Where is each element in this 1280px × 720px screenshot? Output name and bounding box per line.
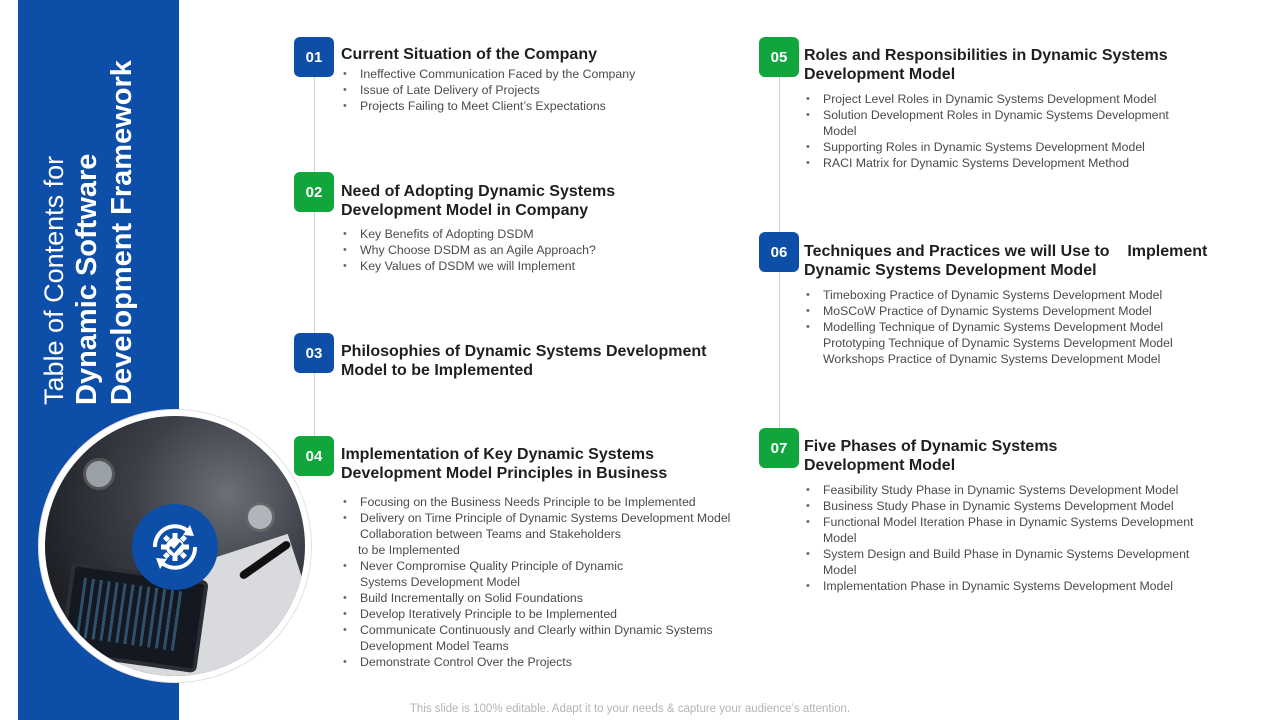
list-item: • Supporting Roles in Dynamic Systems Development Model — [804, 139, 1169, 155]
section-number-07: 07 — [759, 428, 799, 468]
list-item: • Demonstrate Control Over the Projects — [341, 654, 730, 670]
list-item: • Implementation Phase in Dynamic Systems Development Model — [804, 578, 1193, 594]
section-heading-06 — [804, 242, 1207, 280]
section-bullets-05 — [804, 91, 1169, 171]
section-number-04: 04 — [294, 436, 334, 476]
list-item: • Never Compromise Quality Principle of Dynamic — [341, 558, 730, 574]
section-bullets-06 — [804, 287, 1173, 367]
heading-line: Roles and Responsibilities in Dynamic Systems — [804, 47, 1168, 64]
section-bullets-04 — [341, 494, 730, 670]
list-item: • Functional Model Iteration Phase in Dynamic Systems Development — [804, 514, 1193, 530]
list-item: • Business Study Phase in Dynamic Systems Development Model — [804, 498, 1193, 514]
list-item: • Key Values of DSDM we will Implement — [341, 258, 596, 274]
section-number-01: 01 — [294, 37, 334, 77]
list-item: • Communicate Continuously and Clearly within Dynamic Systems — [341, 622, 730, 638]
gear-cycle-icon — [132, 504, 218, 590]
heading-line: Development Model Principles in Business — [341, 465, 668, 482]
timeline-line-left — [314, 60, 315, 472]
list-item: • Feasibility Study Phase in Dynamic Systems Development Model — [804, 482, 1193, 498]
section-number-02: 02 — [294, 172, 334, 212]
list-item: • Solution Development Roles in Dynamic Systems Development — [804, 107, 1169, 123]
heading-line: Development Model — [804, 457, 956, 474]
title-line-3: Development Framework — [105, 60, 138, 405]
heading-line: Need of Adopting Dynamic Systems — [341, 183, 616, 200]
list-item: • MoSCoW Practice of Dynamic Systems Development Model — [804, 303, 1173, 319]
heading-line: Model to be Implemented — [341, 362, 534, 379]
list-item: • Modelling Technique of Dynamic Systems Development Model — [804, 319, 1173, 335]
heading-line: Techniques and Practices we will Use to Implement — [804, 243, 1208, 260]
heading-line: Implementation of Key Dynamic Systems — [341, 446, 654, 463]
list-item: Development Model Teams — [360, 639, 509, 653]
list-item: Model — [823, 531, 857, 545]
slide-title — [40, 5, 137, 405]
section-bullets-07 — [804, 482, 1193, 594]
list-item: • Why Choose DSDM as an Agile Approach? — [341, 242, 596, 258]
list-item: • Timeboxing Practice of Dynamic Systems Development Model — [804, 287, 1173, 303]
list-item: • Focusing on the Business Needs Principle to be Implemented — [341, 494, 730, 510]
list-item: Workshops Practice of Dynamic Systems Development Model — [823, 352, 1161, 366]
list-item: • Ineffective Communication Faced by the Company — [341, 66, 635, 82]
section-number-05: 05 — [759, 37, 799, 77]
list-item: • RACI Matrix for Dynamic Systems Development Method — [804, 155, 1169, 171]
heading-line: Dynamic Systems Development Model — [804, 262, 1097, 279]
heading-line: Philosophies of Dynamic Systems Development — [341, 343, 707, 360]
heading-line: Five Phases of Dynamic Systems — [804, 438, 1058, 455]
section-bullets-02 — [341, 226, 596, 274]
heading-line: Development Model in Company — [341, 202, 589, 219]
section-number-06: 06 — [759, 232, 799, 272]
list-item: • Projects Failing to Meet Client’s Expectations — [341, 98, 635, 114]
list-item: to be Implemented — [358, 543, 460, 557]
list-item: • Build Incrementally on Solid Foundations — [341, 590, 730, 606]
section-heading-01: Current Situation of the Company — [341, 46, 597, 63]
section-heading-02 — [341, 182, 615, 220]
title-line-2: Dynamic Software — [71, 153, 104, 405]
list-item: Collaboration between Teams and Stakeholders — [360, 527, 621, 541]
list-item: Systems Development Model — [360, 575, 520, 589]
list-item: • Develop Iteratively Principle to be Implemented — [341, 606, 730, 622]
list-item: • Issue of Late Delivery of Projects — [341, 82, 635, 98]
section-heading-07 — [804, 437, 1057, 475]
list-item: Model — [823, 563, 857, 577]
heading-line: Development Model — [804, 66, 956, 83]
section-number-03: 03 — [294, 333, 334, 373]
list-item: • Key Benefits of Adopting DSDM — [341, 226, 596, 242]
list-item: Model — [823, 124, 857, 138]
list-item: Prototyping Technique of Dynamic Systems Development Model — [823, 336, 1173, 350]
section-heading-05 — [804, 46, 1168, 84]
section-bullets-01 — [341, 66, 635, 114]
section-heading-04 — [341, 445, 667, 483]
list-item: • Project Level Roles in Dynamic Systems Development Model — [804, 91, 1169, 107]
list-item: • Delivery on Time Principle of Dynamic Systems Development Model — [341, 510, 730, 526]
footer-note: This slide is 100% editable. Adapt it to your needs & capture your audience’s attention. — [409, 703, 851, 715]
list-item: • System Design and Build Phase in Dynamic Systems Development — [804, 546, 1193, 562]
title-line-1: Table of Contents for — [39, 155, 69, 405]
section-heading-03 — [341, 342, 706, 380]
